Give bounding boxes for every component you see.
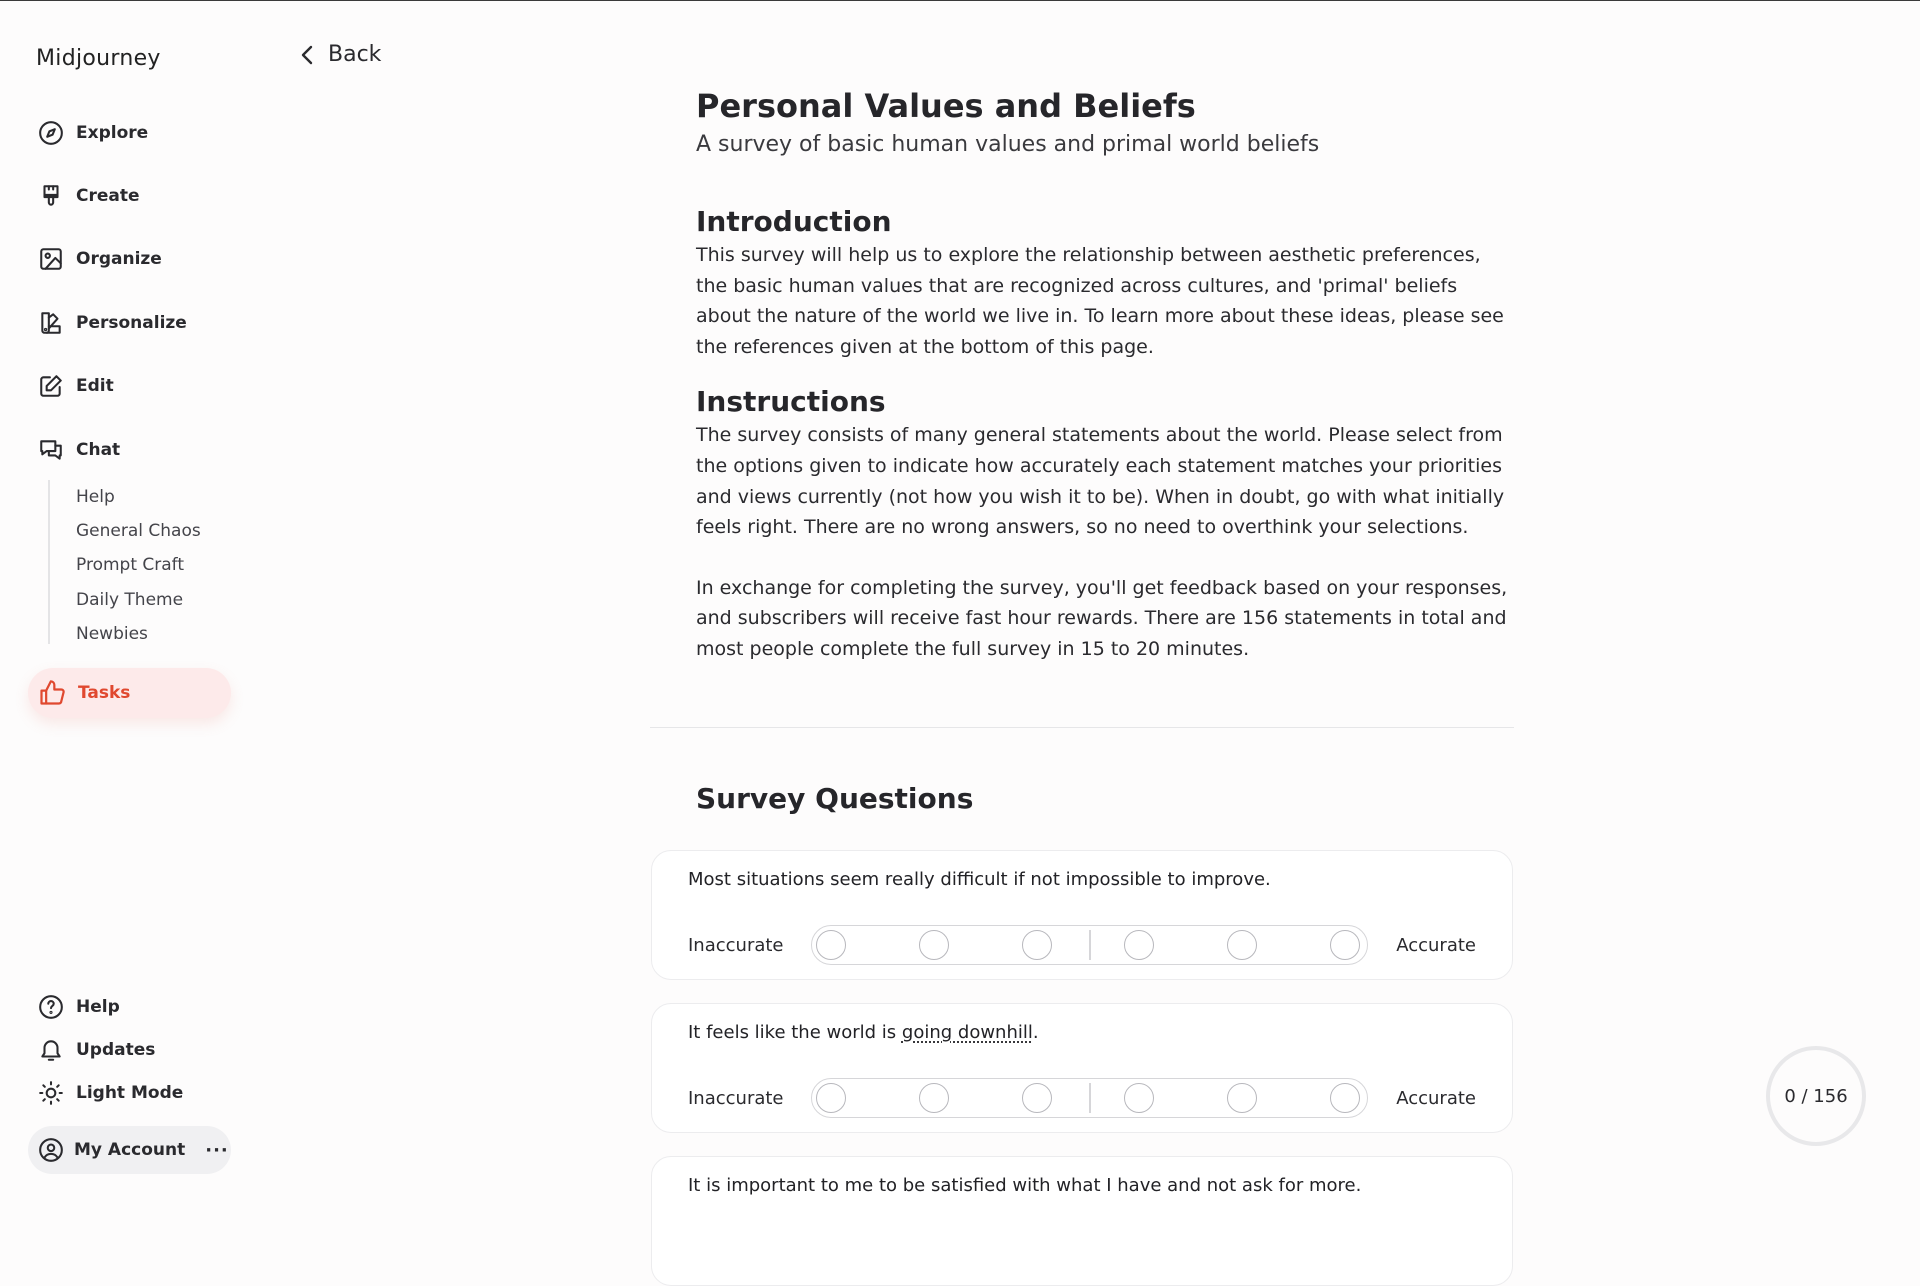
scale-midpoint: [1089, 930, 1091, 960]
instructions-text-2: In exchange for completing the survey, you'll get feedback based on your responses, and subscribers will receive fast hour rewards. There are 156 statements in total and most people complete the full survey in 15 to 20 minutes.: [696, 576, 1508, 660]
my-account-button[interactable]: [28, 1126, 231, 1174]
nav-personalize[interactable]: [38, 306, 187, 340]
question-text: [688, 1022, 1039, 1043]
back-label: Back: [328, 42, 382, 67]
nav-tasks-label: Tasks: [78, 683, 131, 703]
nav-updates[interactable]: [38, 1033, 155, 1067]
brand-logo[interactable]: Midjourney: [36, 46, 161, 71]
nav-help[interactable]: [38, 990, 120, 1024]
compass-icon: [38, 120, 64, 146]
question-card-1: [651, 850, 1513, 980]
instructions-text-1: The survey consists of many general statements about the world. Please select from the options given to indicate how accurately each statement matches your priorities and views currently (not how you wish it to be). When in doubt, go with what initially feels right. There are no wrong answers, so no need to overthink your selections.: [696, 424, 1505, 539]
question-card-3: [651, 1156, 1513, 1286]
scale-label-inaccurate: Inaccurate: [688, 935, 784, 956]
rating-option-3[interactable]: [1022, 1083, 1052, 1113]
my-account-label: My Account: [74, 1140, 186, 1160]
nav-tasks[interactable]: [28, 668, 231, 718]
nav-organize[interactable]: [38, 242, 162, 276]
chevron-left-icon: [298, 44, 316, 66]
nav-light-mode[interactable]: [38, 1076, 183, 1110]
intro-heading: Introduction: [696, 205, 892, 238]
nav-create-label: Create: [76, 186, 140, 206]
progress-count: 0 / 156: [1784, 1085, 1848, 1107]
question-text: It is important to me to be satisfied with what I have and not ask for more.: [688, 1175, 1362, 1196]
section-divider: [650, 727, 1514, 728]
rating-option-1[interactable]: [816, 1083, 846, 1113]
bell-icon: [38, 1037, 64, 1063]
sun-icon: [38, 1080, 64, 1106]
question-text-end: .: [1032, 1022, 1039, 1043]
question-card-2: [651, 1003, 1513, 1133]
palette-icon: [38, 310, 64, 336]
sidebar: [0, 0, 240, 1200]
instructions-heading: Instructions: [696, 385, 886, 419]
nav-edit[interactable]: [38, 369, 114, 403]
nav-create[interactable]: [38, 179, 140, 213]
chat-channel-daily-theme[interactable]: Daily Theme: [76, 590, 184, 610]
top-border: [0, 0, 1920, 1]
intro-text: This survey will help us to explore the relationship between aesthetic preferences, the basic human values that are recognized across cultures, and 'primal' beliefs about the nature of the world we live in. To learn more about these ideas, please see the references given at the bottom of this page.: [696, 244, 1504, 358]
progress-indicator: [1766, 1046, 1866, 1146]
survey-content: [696, 86, 1516, 665]
survey-questions-heading: Survey Questions: [696, 782, 974, 815]
term-definition-link[interactable]: going downhill: [901, 1022, 1033, 1043]
rating-option-5[interactable]: [1227, 930, 1257, 960]
rating-option-1[interactable]: [816, 930, 846, 960]
brush-icon: [38, 183, 64, 209]
chat-channel-help[interactable]: Help: [76, 487, 115, 507]
rating-scale: [811, 925, 1368, 965]
chat-icon: [38, 437, 64, 463]
nav-light-mode-label: Light Mode: [76, 1083, 184, 1103]
nav-personalize-label: Personalize: [76, 313, 187, 333]
question-text-start: It feels like the world is: [688, 1022, 902, 1043]
progress-ring: [1766, 1046, 1866, 1146]
help-circle-icon: [38, 994, 64, 1020]
chat-channel-newbies[interactable]: Newbies: [76, 624, 148, 644]
nav-help-label: Help: [76, 997, 120, 1017]
rating-option-3[interactable]: [1022, 930, 1052, 960]
thumbs-up-icon: [38, 679, 66, 707]
chat-channel-prompt-craft[interactable]: Prompt Craft: [76, 555, 185, 575]
back-button[interactable]: [298, 42, 381, 67]
rating-option-4[interactable]: [1124, 1083, 1154, 1113]
question-text: Most situations seem really difficult if not impossible to improve.: [688, 869, 1271, 890]
nav-chat[interactable]: [38, 433, 120, 467]
chat-channel-general-chaos[interactable]: General Chaos: [76, 521, 201, 541]
page-subtitle: A survey of basic human values and primal world beliefs: [696, 132, 1320, 157]
rating-scale: [811, 1078, 1368, 1118]
rating-option-6[interactable]: [1330, 930, 1360, 960]
rating-option-6[interactable]: [1330, 1083, 1360, 1113]
scale-midpoint: [1089, 1083, 1091, 1113]
scale-label-accurate: Accurate: [1396, 935, 1476, 956]
nav-explore[interactable]: [38, 116, 148, 150]
rating-option-2[interactable]: [919, 930, 949, 960]
chat-channel-line: [48, 480, 50, 644]
nav-updates-label: Updates: [76, 1040, 156, 1060]
rating-option-2[interactable]: [919, 1083, 949, 1113]
user-circle-icon: [38, 1137, 64, 1163]
nav-explore-label: Explore: [76, 123, 149, 143]
edit-icon: [38, 373, 64, 399]
scale-label-accurate: Accurate: [1396, 1088, 1476, 1109]
scale-label-inaccurate: Inaccurate: [688, 1088, 784, 1109]
page-title: Personal Values and Beliefs: [696, 87, 1196, 125]
nav-edit-label: Edit: [76, 376, 114, 396]
rating-option-4[interactable]: [1124, 930, 1154, 960]
rating-option-5[interactable]: [1227, 1083, 1257, 1113]
image-icon: [38, 246, 64, 272]
nav-organize-label: Organize: [76, 249, 162, 269]
nav-chat-label: Chat: [76, 440, 121, 460]
more-options-icon[interactable]: ···: [205, 1139, 229, 1161]
